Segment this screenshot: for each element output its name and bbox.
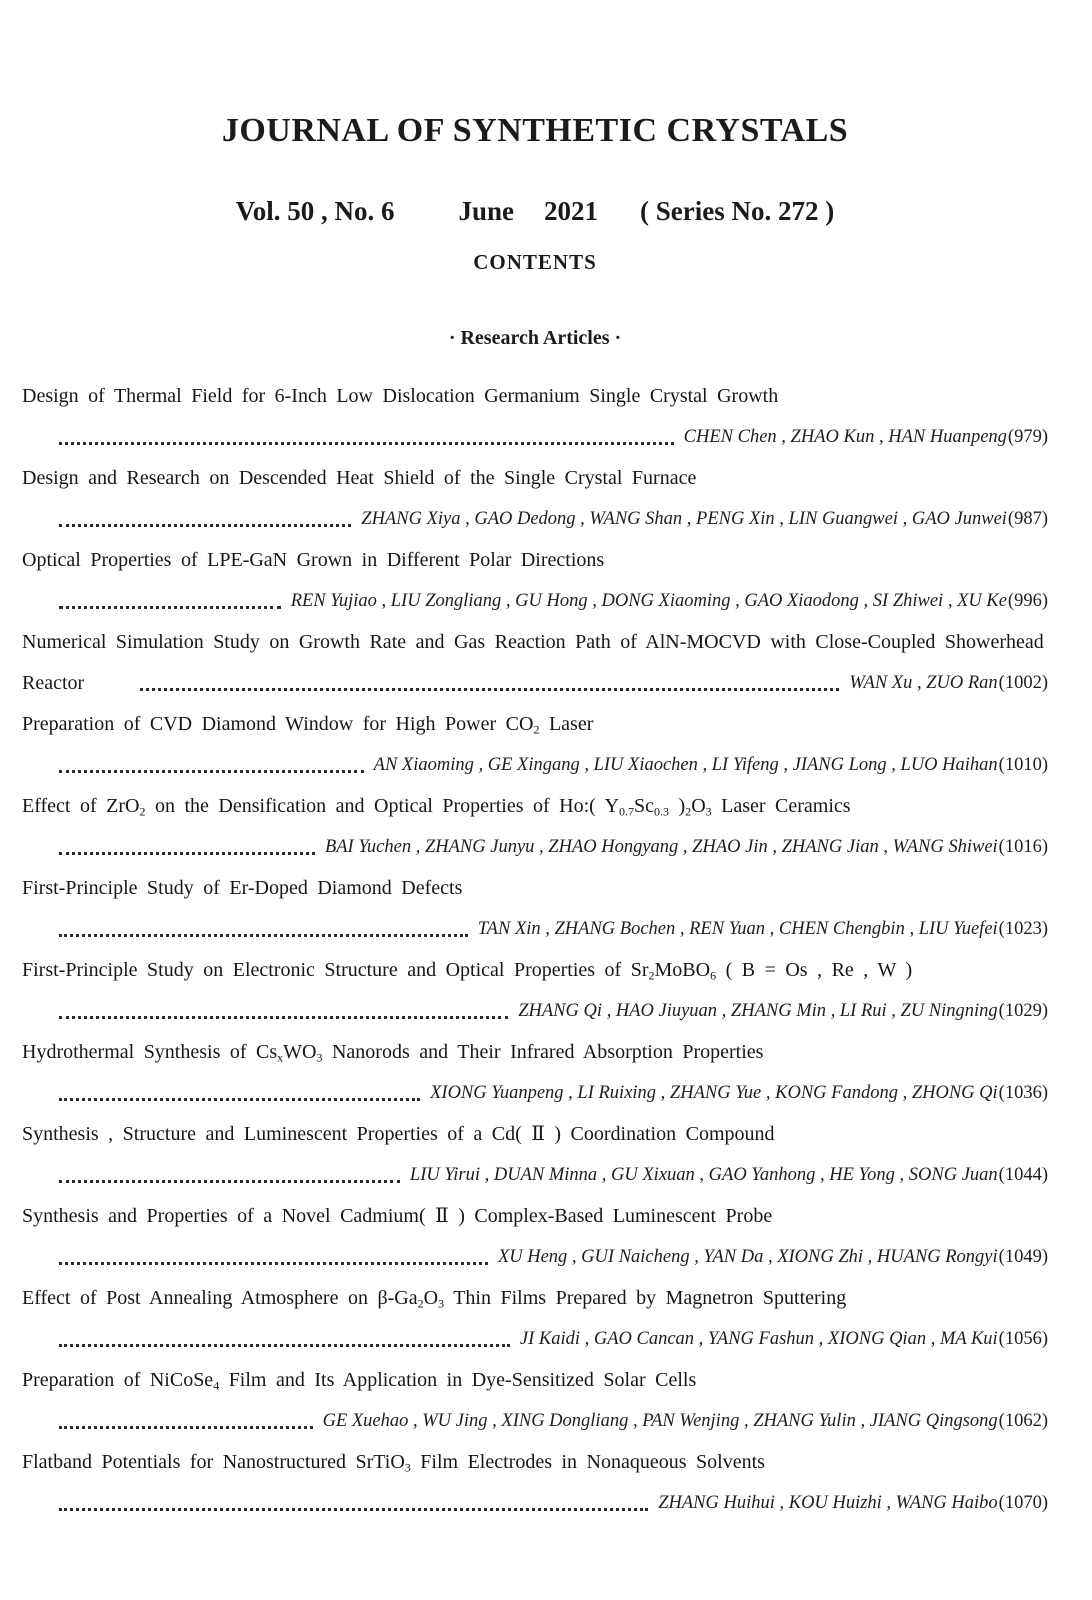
article-title: Numerical Simulation Study on Growth Rate and Gas Reaction Path of AlN-MOCVD with Close-Coupled Showerhead <box>22 631 1044 653</box>
author-line <box>22 1237 1048 1278</box>
issue-year: 2021 <box>544 196 599 226</box>
toc-entry <box>22 704 1048 786</box>
dot-leader <box>59 991 508 1019</box>
author-line <box>22 663 1048 704</box>
issue-month: June <box>458 196 515 226</box>
article-authors: AN Xiaoming , GE Xingang , LIU Xiaochen , LI Yifeng , JIANG Long , LUO Haihan <box>373 755 998 775</box>
page-number: (1002) <box>998 673 1048 693</box>
author-line <box>22 417 1048 458</box>
article-title: Effect of ZrO$_2$ on the Densification and Optical Properties of Ho:( $Y_{0.7}Sc_{0.3}$ )$_2O_3$ Laser Ceramics <box>22 795 851 819</box>
page-number: (987) <box>1007 509 1048 529</box>
dot-leader <box>59 1155 400 1183</box>
article-list <box>22 376 1048 1524</box>
dot-leader <box>59 827 315 855</box>
toc-entry <box>22 1278 1048 1360</box>
toc-entry <box>22 1032 1048 1114</box>
author-line <box>22 1483 1048 1524</box>
page-number: (1016) <box>998 837 1048 857</box>
page-number: (1036) <box>998 1083 1048 1103</box>
article-authors: XIONG Yuanpeng , LI Ruixing , ZHANG Yue , KONG Fandong , ZHONG Qi <box>430 1083 998 1103</box>
page-number: (1070) <box>998 1493 1048 1513</box>
page-number: (979) <box>1007 427 1048 447</box>
article-authors: REN Yujiao , LIU Zongliang , GU Hong , DONG Xiaoming , GAO Xiaodong , SI Zhiwei , XU Ke <box>290 591 1007 611</box>
toc-entry <box>22 1442 1048 1524</box>
article-authors: BAI Yuchen , ZHANG Junyu , ZHAO Hongyang , ZHAO Jin , ZHANG Jian , WANG Shiwei <box>324 837 998 857</box>
toc-entry <box>22 868 1048 950</box>
page-number: (1056) <box>998 1329 1048 1349</box>
dot-leader <box>59 417 674 445</box>
issue-line <box>22 196 1048 226</box>
author-line <box>22 909 1048 950</box>
toc-entry <box>22 1114 1048 1196</box>
article-authors: TAN Xin , ZHANG Bochen , REN Yuan , CHEN Chengbin , LIU Yuefei <box>477 919 998 939</box>
article-title: First-Principle Study on Electronic Structure and Optical Properties of $Sr_2MoBO_6$ ( B = Os , Re , W ) <box>22 959 913 983</box>
author-line <box>22 1401 1048 1442</box>
page-number: (1062) <box>998 1411 1048 1431</box>
toc-entry <box>22 1360 1048 1442</box>
toc-entry <box>22 786 1048 868</box>
article-title: Flatband Potentials for Nanostructured SrTiO$_3$ Film Electrodes in Nonaqueous Solvents <box>22 1451 765 1475</box>
dot-leader <box>59 1237 488 1265</box>
article-authors: WAN Xu , ZUO Ran <box>849 673 998 693</box>
author-line <box>22 991 1048 1032</box>
dot-leader <box>59 1073 420 1101</box>
article-authors: ZHANG Huihui , KOU Huizhi , WANG Haibo <box>658 1493 998 1513</box>
article-authors: JI Kaidi , GAO Cancan , YANG Fashun , XIONG Qian , MA Kui <box>519 1329 998 1349</box>
dot-leader <box>59 499 351 527</box>
page-number: (1044) <box>998 1165 1048 1185</box>
dot-leader <box>59 909 468 937</box>
article-title: Effect of Post Annealing Atmosphere on $\beta-Ga_2O_3$ Thin Films Prepared by Magnetron Sputtering <box>22 1287 847 1311</box>
series-label: ( Series No. 272 ) <box>640 196 835 226</box>
journal-title: JOURNAL OF SYNTHETIC CRYSTALS <box>221 112 849 149</box>
toc-entry <box>22 458 1048 540</box>
article-title: Synthesis , Structure and Luminescent Properties of a Cd( Ⅱ ) Coordination Compound <box>22 1123 775 1145</box>
article-authors: XU Heng , GUI Naicheng , YAN Da , XIONG Zhi , HUANG Rongyi <box>497 1247 998 1267</box>
page-number: (1029) <box>998 1001 1048 1021</box>
article-title: Design of Thermal Field for 6-Inch Low Dislocation Germanium Single Crystal Growth <box>22 385 779 407</box>
article-title: Hydrothermal Synthesis of $Cs_xWO_3$ Nanorods and Their Infrared Absorption Properties <box>22 1041 764 1065</box>
dot-leader <box>59 1319 510 1347</box>
author-line <box>22 499 1048 540</box>
toc-entry <box>22 950 1048 1032</box>
toc-entry <box>22 540 1048 622</box>
section-heading: · Research Articles · <box>448 327 622 349</box>
dot-leader <box>59 745 364 773</box>
toc-entry <box>22 1196 1048 1278</box>
dot-leader <box>59 1401 313 1429</box>
dot-leader <box>59 1483 648 1511</box>
author-line <box>22 827 1048 868</box>
contents-heading: CONTENTS <box>473 250 597 274</box>
article-authors: LIU Yirui , DUAN Minna , GU Xixuan , GAO Yanhong , HE Yong , SONG Juan <box>409 1165 998 1185</box>
article-title: Optical Properties of LPE-GaN Grown in Different Polar Directions <box>22 549 605 571</box>
dot-leader <box>140 663 839 691</box>
article-title: Preparation of NiCoSe$_4$ Film and Its Application in Dye-Sensitized Solar Cells <box>22 1369 697 1393</box>
article-authors: ZHANG Qi , HAO Jiuyuan , ZHANG Min , LI Rui , ZU Ningning <box>518 1001 998 1021</box>
page-number: (1010) <box>998 755 1048 775</box>
toc-entry <box>22 376 1048 458</box>
author-line <box>22 1155 1048 1196</box>
article-authors: ZHANG Xiya , GAO Dedong , WANG Shan , PENG Xin , LIN Guangwei , GAO Junwei <box>361 509 1007 529</box>
article-title: Design and Research on Descended Heat Shield of the Single Crystal Furnace <box>22 467 697 489</box>
author-line <box>22 581 1048 622</box>
article-authors: CHEN Chen , ZHAO Kun , HAN Huanpeng <box>683 427 1007 447</box>
article-title-continued: Reactor <box>22 672 85 694</box>
author-line <box>22 745 1048 786</box>
page-number: (1023) <box>998 919 1048 939</box>
article-title: Preparation of CVD Diamond Window for High Power $CO_2$ Laser <box>22 713 594 737</box>
volume-issue: Vol. 50 , No. 6 <box>235 196 395 226</box>
toc-entry <box>22 622 1048 704</box>
author-line <box>22 1073 1048 1114</box>
article-authors: GE Xuehao , WU Jing , XING Dongliang , PAN Wenjing , ZHANG Yulin , JIANG Qingsong <box>322 1411 998 1431</box>
dot-leader <box>59 581 281 609</box>
article-title: Synthesis and Properties of a Novel Cadmium( Ⅱ ) Complex-Based Luminescent Probe <box>22 1205 773 1227</box>
author-line <box>22 1319 1048 1360</box>
article-title: First-Principle Study of Er-Doped Diamond Defects <box>22 877 463 899</box>
page-number: (1049) <box>998 1247 1048 1267</box>
page-number: (996) <box>1007 591 1048 611</box>
